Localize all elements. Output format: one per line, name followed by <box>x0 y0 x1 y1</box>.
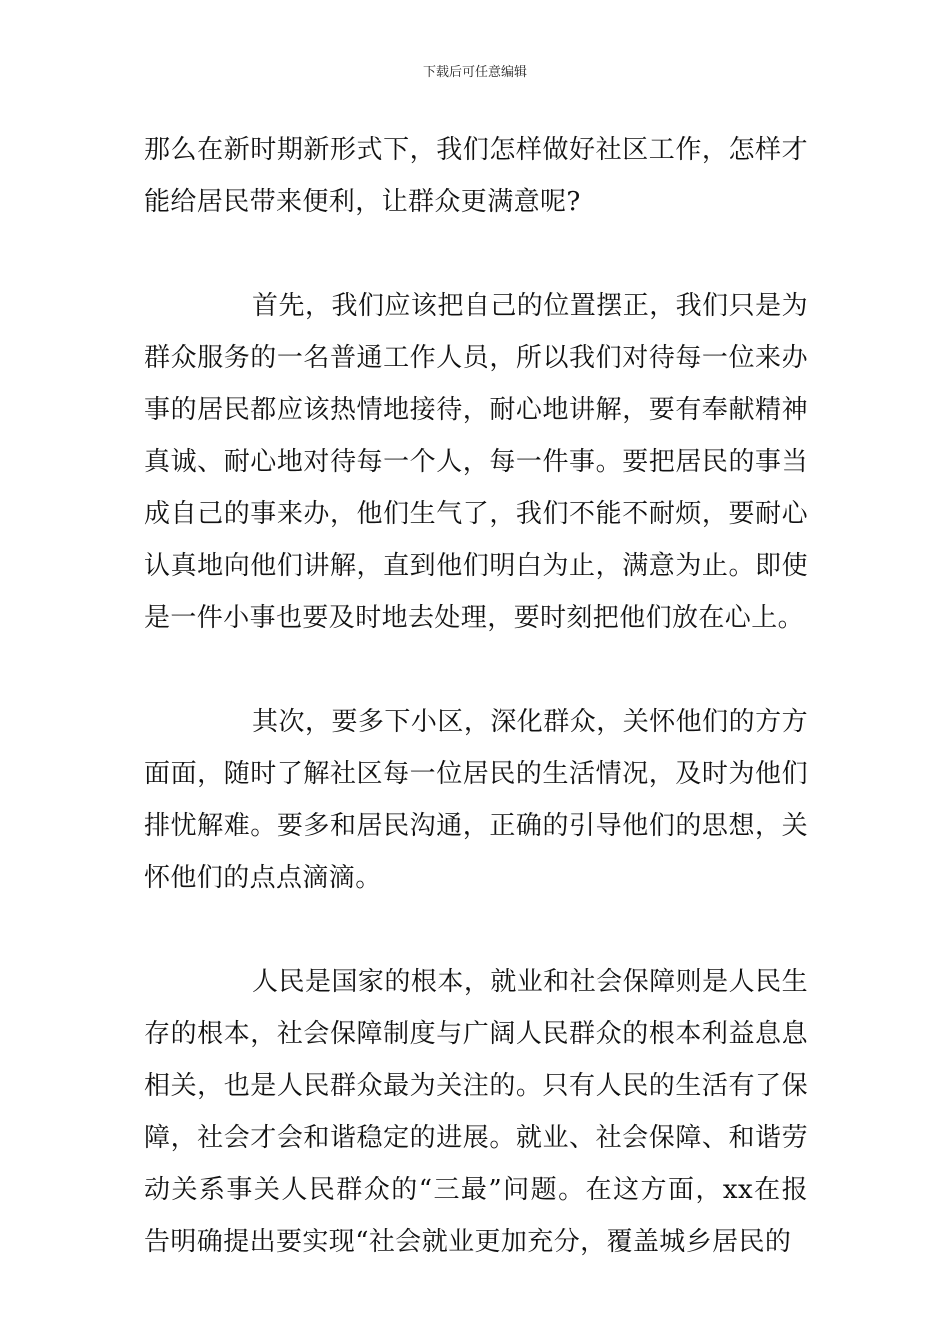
paragraph-4: 人民是国家的根本，就业和社会保障则是人民生存的根本，社会保障制度与广阔人民群众的根本利益息息相关，也是人民群众最为关注的。只有人民的生活有了保障，社会才会和谐稳定的进展。就业、社会保障、和谐劳动关系事关人民群众的“三最”问题。在这方面，xx在报告明确提出要实现“社会就业更加充分，覆盖城乡居民的 <box>144 967 808 1257</box>
page-header-note: 下载后可任意编辑 <box>422 65 527 80</box>
paragraph-gap <box>144 904 808 956</box>
paragraph-gap <box>144 644 808 696</box>
paragraph-1: 那么在新时期新形式下，我们怎样做好社区工作，怎样才能给居民带来便利，让群众更满意呢? <box>144 135 808 217</box>
paragraph-3: 其次，要多下小区，深化群众，关怀他们的方方面面，随时了解社区每一位居民的生活情况，及时为他们排忧解难。要多和居民沟通，正确的引导他们的思想，关怀他们的点点滴滴。 <box>144 707 808 893</box>
paragraph-gap <box>144 228 808 280</box>
document-body <box>144 124 808 1268</box>
paragraph-2: 首先，我们应该把自己的位置摆正，我们只是为群众服务的一名普通工作人员，所以我们对待每一位来办事的居民都应该热情地接待，耐心地讲解，要有奉献精神真诚、耐心地对待每一个人，每一件事。要把居民的事当成自己的事来办，他们生气了，我们不能不耐烦，要耐心认真地向他们讲解，直到他们明白为止，满意为止。即使是一件小事也要及时地去处理，要时刻把他们放在心上。 <box>144 291 808 633</box>
